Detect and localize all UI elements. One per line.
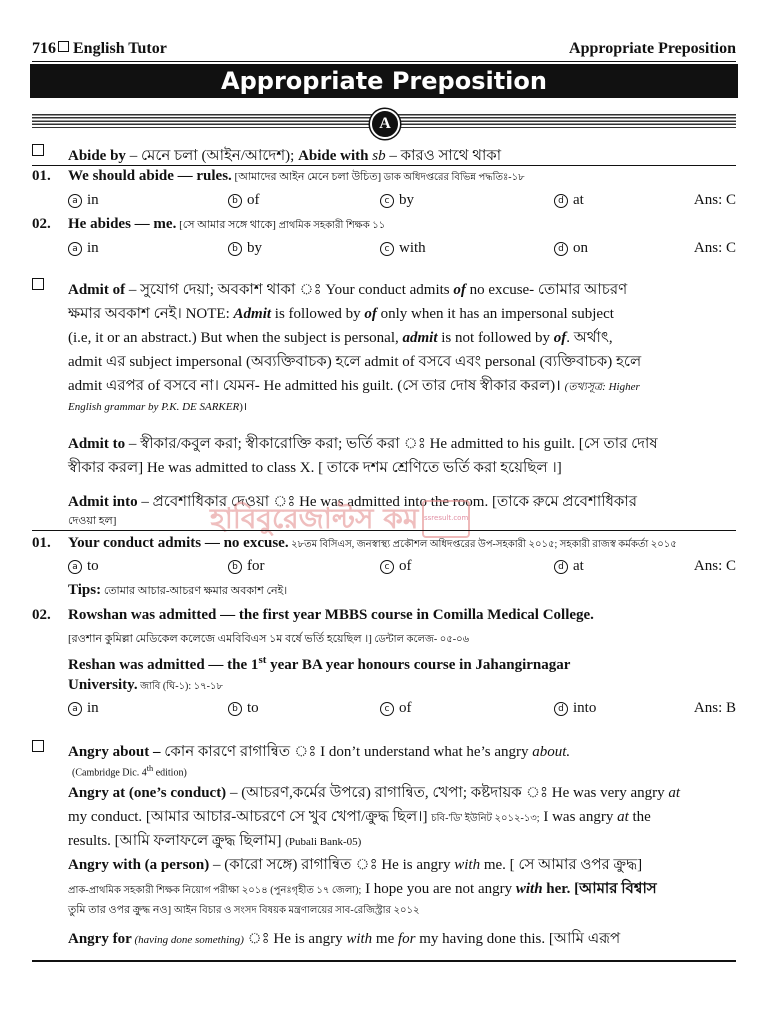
option-c <box>380 700 412 717</box>
option-c <box>380 192 414 209</box>
reference: প্রাক-প্রাথমিক সহকারী শিক্ষক নিয়োগ পরীক্ষা ২০১৪ (পুনঃগৃহীত ১৭ জেলা); <box>68 885 362 896</box>
reference: )। <box>239 401 248 413</box>
tips-label: Tips: <box>68 582 102 598</box>
reference: চবি-'ডি' ইউনিট ২০১২-১৩; <box>431 813 540 824</box>
option-letter: b <box>228 194 242 208</box>
entry-head: Admit to <box>68 436 126 452</box>
option-text: to <box>247 700 259 716</box>
entry-text: her. [আমার বিশ্বাস <box>542 881 657 897</box>
entry-text: no excuse- তোমার আচরণ <box>465 282 628 298</box>
entry-text: – স্বীকার/কবুল করা; স্বীকারোক্তি করা; ভর্তি করা ঃ He admitted to his guilt. [সে তার দোষ <box>125 436 658 452</box>
entry-text: দেওয়া হল] <box>68 515 117 527</box>
option-letter: b <box>228 242 242 256</box>
option-text: in <box>87 700 99 716</box>
entry-text: – (আচরণ,কর্মের উপরে) রাগান্বিত, খেপা; কষ্টদায়ক ঃ He was very angry <box>226 785 669 801</box>
reference: (Cambridge Dic. 4 <box>72 767 147 779</box>
entry-head: Angry with (a person) <box>68 857 210 873</box>
emphasis: admit <box>402 330 438 346</box>
option-text: for <box>247 558 265 574</box>
section-letter-badge: A <box>370 109 400 139</box>
entry-note: sb <box>368 148 386 164</box>
answer: Ans: C <box>693 192 736 208</box>
option-a <box>68 192 99 209</box>
option-letter: b <box>228 702 242 716</box>
question-source: প্রাথমিক সহকারী শিক্ষক ১১ <box>275 220 386 231</box>
option-b <box>228 558 265 575</box>
question-number: 01. <box>32 535 51 551</box>
option-text: with <box>399 240 426 256</box>
watermark-url: ssresult.com <box>424 514 469 522</box>
entry-text: I hope you are not angry <box>361 881 516 897</box>
question-source: ২৮তম বিসিএস, জনস্বাস্থ্য প্রকৌশল অধিদপ্তরের উপ-সহকারী ২০১৫; সহকারী রাজস্ব কর্মকর্তা ২০১৫ <box>288 539 677 550</box>
entry-text: (i.e, it or an abstract.) But when the subject is personal, <box>68 330 403 346</box>
divider <box>32 530 736 531</box>
entry-text: স্বীকার করল] He was admitted to class X. [ তাকে দশম শ্রেণিতে ভর্তি করা হয়েছিল ।] <box>68 460 562 476</box>
entry-text: I was angry <box>539 809 618 825</box>
tips-text: তোমার আচার-আচরণ ক্ষমার অবকাশ নেই। <box>101 585 288 597</box>
entry-text: admit এর subject impersonal (অব্যক্তিবাচক) হলে admit of বসবে এবং personal (ব্যক্তিবাচক) হলে <box>68 354 642 370</box>
entry-text: results. [আমি ফলাফলে ক্রুদ্ধ ছিলাম] <box>68 833 286 849</box>
page-title: Appropriate Preposition <box>30 64 738 98</box>
entry-text: my conduct. [আমার আচার-আচরণে সে খুব খেপা/ক্রুদ্ধ ছিল।] <box>68 809 432 825</box>
question-number: 02. <box>32 607 51 623</box>
entry-head: Abide by <box>68 148 126 164</box>
entry-head: Abide with <box>298 148 369 164</box>
option-a <box>68 240 99 257</box>
entry-text: the <box>628 809 651 825</box>
option-c <box>380 558 412 575</box>
emphasis: (having done something) <box>131 934 244 946</box>
superscript: th <box>146 764 154 773</box>
option-b <box>228 700 259 717</box>
reference: English grammar by P.K. DE SARKER <box>68 401 240 413</box>
divider <box>32 165 736 166</box>
bullet-square-icon <box>32 278 44 290</box>
question-source: ডেন্টাল কলেজ- ০৫-০৬ <box>371 634 470 645</box>
reference: আইন বিচার ও সংসদ বিষয়ক মন্ত্রণালয়ের সাব-রেজিস্ট্রার ২০১২ <box>173 905 420 916</box>
header-rule <box>32 61 736 62</box>
entry-admit-of <box>32 278 736 298</box>
reference: (তথ্যসূত্র: Higher <box>564 381 640 393</box>
option-d <box>554 700 596 717</box>
entry-text: is not followed by <box>437 330 554 346</box>
entry-head: Admit into <box>68 494 138 510</box>
option-b <box>228 240 262 257</box>
option-text: in <box>87 240 99 256</box>
option-text: of <box>247 192 260 208</box>
entry-text: me. [ সে আমার ওপর ক্রুদ্ধ] <box>480 857 643 873</box>
option-d <box>554 558 584 575</box>
entry-head: Angry for <box>68 931 132 947</box>
superscript: st <box>258 654 267 666</box>
option-d <box>554 192 584 209</box>
watermark: হাবিবুরেজাল্টস কম <box>210 502 419 535</box>
question-translation: [রওশান কুমিল্লা মেডিকেল কলেজে এমবিবিএস ১ম বর্ষে ভর্তি হয়েছিল ।] <box>68 633 372 645</box>
emphasis: at <box>668 785 681 801</box>
book-title: English Tutor <box>73 40 167 57</box>
entry-text: . অর্থাৎ, <box>566 330 613 346</box>
entry-text: is followed by <box>271 306 365 322</box>
option-text: by <box>247 240 262 256</box>
question-number: 01. <box>32 168 51 184</box>
entry-text: my having done this. [আমি এরূপ <box>415 931 621 947</box>
emphasis: with <box>454 857 481 873</box>
emphasis: with <box>346 931 373 947</box>
option-text: of <box>399 700 412 716</box>
option-text: at <box>573 558 584 574</box>
option-letter: a <box>68 194 82 208</box>
footer-rule <box>32 960 736 962</box>
entry-head: Angry about – <box>68 744 161 760</box>
emphasis: for <box>398 931 416 947</box>
question-text: We should abide — rules. <box>68 168 232 184</box>
question-text: Rowshan was admitted — the first year MBBS course in Comilla Medical College. <box>68 607 594 623</box>
question-text: Reshan was admitted — the 1 <box>68 657 259 673</box>
emphasis: Admit <box>233 306 272 322</box>
entry-text: only when it has an impersonal subject <box>376 306 614 322</box>
question-number: 02. <box>32 216 51 232</box>
question-source: জাবি (ঘি-১): ১৭-১৮ <box>137 681 223 692</box>
emphasis: at <box>617 809 629 825</box>
entry-text: – প্রবেশাধিকার দেওয়া ঃ He was admitted into the room. [তাকে রুমে প্রবেশাধিকার <box>137 494 638 510</box>
reference: edition) <box>153 767 187 779</box>
option-letter: c <box>380 194 394 208</box>
option-c <box>380 240 426 257</box>
entry-abide <box>32 144 736 164</box>
bullet-square-icon <box>32 144 44 156</box>
entry-text: admit এরপর of বসবে না। যেমন- He admitted his guilt. (সে তার দোষ স্বীকার করল)। <box>68 378 565 394</box>
question-translation: [আমাদের আইন মেনে চলা উচিত] <box>231 171 382 183</box>
emphasis: about. <box>532 744 571 760</box>
option-letter: d <box>554 702 568 716</box>
entry-meaning: – কারও সাথে থাকা <box>385 148 502 164</box>
entry-text: তুমি তার ওপর ক্রুদ্ধ নও] <box>68 904 174 916</box>
option-text: into <box>573 700 597 716</box>
header-section: Appropriate Preposition <box>569 40 736 57</box>
entry-text: ঃ He is angry <box>243 931 347 947</box>
entry-angry-about <box>32 740 736 760</box>
bullet-square-icon <box>32 740 44 752</box>
page-number: 716 <box>32 40 56 57</box>
header-left <box>32 40 167 58</box>
entry-head: Admit of <box>68 282 126 298</box>
entry-text: – সুযোগ দেয়া; অবকাশ থাকা ঃ Your conduct admits <box>125 282 454 298</box>
option-letter: c <box>380 560 394 574</box>
option-text: on <box>573 240 588 256</box>
reference: (Pubali Bank-05) <box>285 836 362 848</box>
option-text: in <box>87 192 99 208</box>
option-letter: a <box>68 242 82 256</box>
option-text: of <box>399 558 412 574</box>
option-a <box>68 558 99 575</box>
entry-head: Angry at (one’s conduct) <box>68 785 227 801</box>
page-header <box>32 40 736 62</box>
question-text: Your conduct admits — no excuse. <box>68 535 289 551</box>
entry-text: কোন কারণে রাগান্বিত ঃ I don’t understand what he’s angry <box>160 744 533 760</box>
entry-meaning: – মেনে চলা (আইন/আদেশ); <box>125 148 299 164</box>
answer: Ans: C <box>693 558 736 574</box>
option-text: by <box>399 192 414 208</box>
option-d <box>554 240 588 257</box>
emphasis: of <box>453 282 466 298</box>
option-letter: d <box>554 194 568 208</box>
answer: Ans: C <box>693 240 736 256</box>
question-translation: [সে আমার সঙ্গে থাকে] <box>176 219 276 231</box>
question-text: He abides — me. <box>68 216 177 232</box>
answer: Ans: B <box>693 700 736 716</box>
option-letter: c <box>380 242 394 256</box>
question-source: ডাক অধিদপ্তরের বিভিন্ন পদ্ধতিঃ-১৮ <box>381 172 525 183</box>
option-text: to <box>87 558 99 574</box>
entry-text: me <box>372 931 398 947</box>
entry-text: – (কারো সঙ্গে) রাগান্বিত ঃ He is angry <box>209 857 455 873</box>
option-letter: c <box>380 702 394 716</box>
option-letter: a <box>68 560 82 574</box>
option-text: at <box>573 192 584 208</box>
emphasis: of <box>553 330 567 346</box>
question-text: University. <box>68 677 138 693</box>
question-text: year BA year honours course in Jahangirnagar <box>266 657 571 673</box>
entry-text: ক্ষমার অবকাশ নেই। NOTE: <box>68 306 234 322</box>
checkbox-square-icon <box>58 41 69 52</box>
emphasis: with <box>515 881 543 897</box>
emphasis: of <box>364 306 377 322</box>
option-letter: b <box>228 560 242 574</box>
option-b <box>228 192 260 209</box>
option-letter: d <box>554 242 568 256</box>
option-letter: a <box>68 702 82 716</box>
option-letter: d <box>554 560 568 574</box>
option-a <box>68 700 99 717</box>
